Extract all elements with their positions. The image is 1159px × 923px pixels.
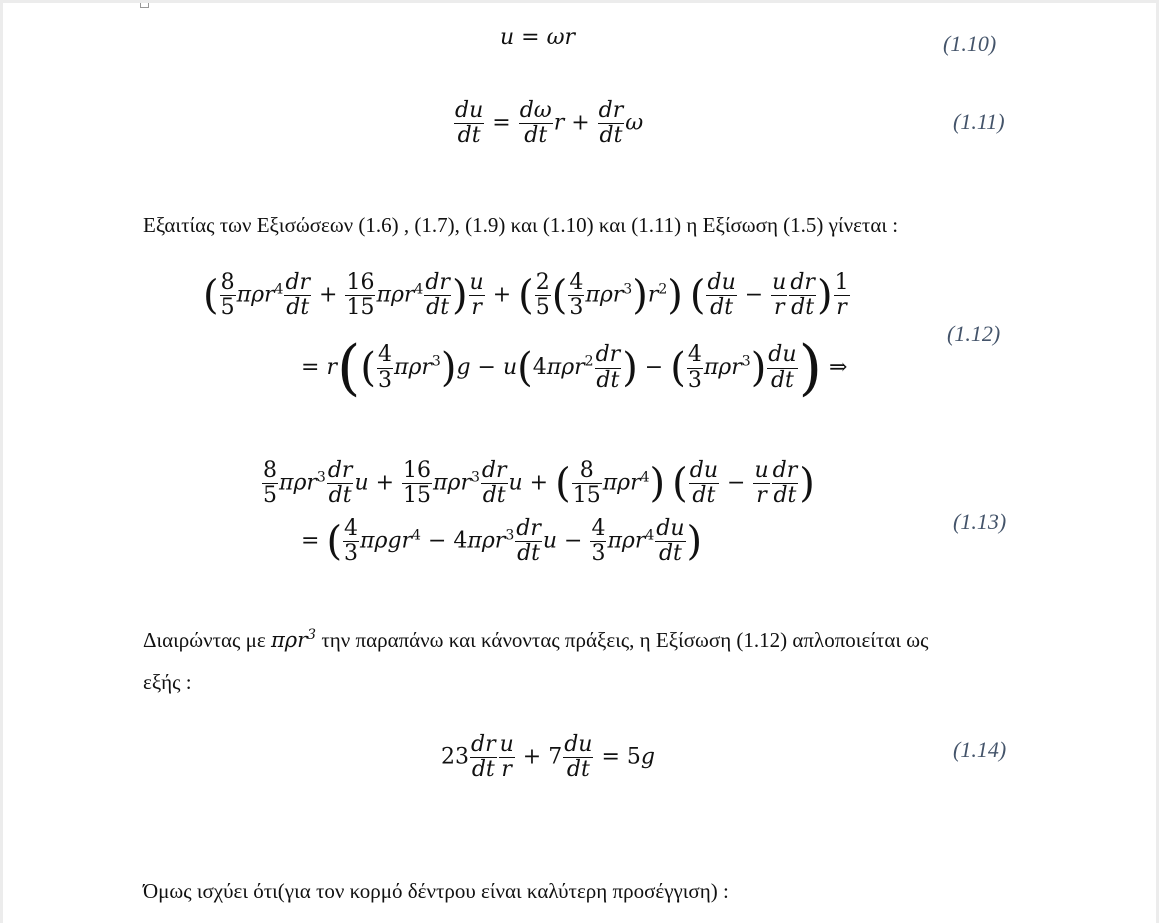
- divide-prefix: Διαιρώντας με: [143, 628, 266, 652]
- equation-1-10: u = ωr: [500, 25, 576, 50]
- equation-number-1-11: (1.11): [953, 109, 1005, 134]
- intro-paragraph: Εξαιτίας των Εξισώσεων (1.6) , (1.7), (1.9) και (1.10) και (1.11) η Εξίσωση (1.5) γίνεται :: [143, 213, 899, 237]
- divide-paragraph-line-1: [143, 627, 928, 653]
- equation-1-12-line-1: ( $\frac{8}{5}$ πρr$^4$ $\frac{dr}{dt}$ + $\frac{16}{15}$ πρr$^4$ $\frac{dr}{dt}$ ) $\frac{u}{r}$ + ( $\frac{2}{5}$ ( $\frac{4}{3}$ $\pi\rho r^3)r^2$) ( $\frac{du}{dt}$ − $\frac{u}{r}$ $\frac{dr}{dt}$ ) $\frac{1}{r}$: [203, 270, 849, 321]
- equation-1-13-line-1: $\frac{8}{5}$ πρr$^3$ $\frac{dr}{dt}$ u + $\frac{16}{15}$ πρr$^3$ $\frac{dr}{dt}$ u + ( $\frac{8}{15}$ πρr$^4$) ( $\frac{du}{dt}$ − $\frac{u}{r}$ $\frac{dr}{dt}$ ): [263, 458, 815, 509]
- equation-number-1-13: (1.13): [953, 509, 1007, 534]
- inline-math-pi-rho-r3: πρr$^3$: [270, 627, 317, 652]
- equation-number-1-10: (1.10): [943, 31, 997, 56]
- document-page: [3, 3, 1156, 923]
- equation-1-13-line-2: = ( $\frac{4}{3}$ πρgr$^4$ − 4πρr$^3$ $\frac{dr}{dt}$ u − $\frac{4}{3}$ πρr$^4$ $\frac{du}{dt}$ ): [301, 516, 703, 567]
- equation-number-1-14: (1.14): [953, 737, 1007, 762]
- divide-paragraph-line-2: εξής :: [143, 670, 192, 694]
- divide-suffix: την παραπάνω και κάνοντας πράξεις, η Εξίσωση (1.12) απλοποιείται ως: [321, 628, 929, 652]
- page-corner-marker: [140, 3, 149, 8]
- final-paragraph: Όμως ισχύει ότι(για τον κορμό δέντρου είναι καλύτερη προσέγγιση) :: [143, 879, 729, 903]
- equation-1-14: 23 $\frac{dr}{dt}$ $\frac{u}{r}$ + 7 $\frac{du}{dt}$ = 5g: [441, 732, 655, 783]
- equation-1-11: $\frac{du}{dt}$ = $\frac{d\omega}{dt}$ r + $\frac{dr}{dt}$ ω: [455, 98, 644, 149]
- equation-1-12-line-2: = r(( $\frac{4}{3}$ πρr$^3$)g − u(4πρr$^2$ $\frac{dr}{dt}$ ) − ( $\frac{4}{3}$ πρr$^3$) $\frac{du}{dt}$ ) ⇒: [301, 333, 848, 403]
- equation-number-1-12: (1.12): [947, 321, 1001, 346]
